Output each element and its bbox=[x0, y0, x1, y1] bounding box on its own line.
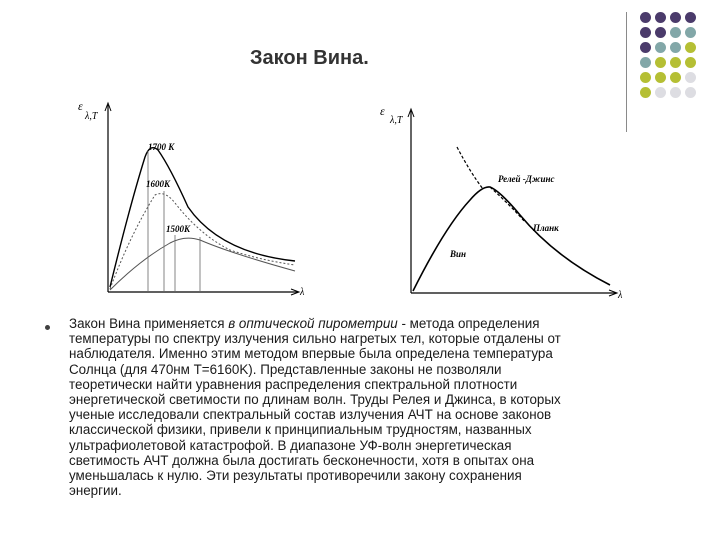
paragraph-text: наблюдателя. Именно этим методом впервые была определена температура bbox=[69, 346, 553, 362]
y-axis-label: ε bbox=[78, 99, 83, 113]
paragraph-text: энергии. bbox=[69, 483, 122, 499]
decorative-dot bbox=[640, 72, 651, 83]
label-wien: Вин bbox=[450, 249, 467, 259]
curve-1500k bbox=[110, 238, 295, 290]
decorative-dot bbox=[685, 27, 696, 38]
paragraph-text: Солнца (для 470нм T=6160K). Представленные законы не позволяли bbox=[69, 361, 502, 377]
decorative-dot bbox=[640, 27, 651, 38]
decorative-dot bbox=[670, 12, 681, 23]
decorative-dot bbox=[685, 57, 696, 68]
decorative-dot bbox=[670, 87, 681, 98]
decorative-dot bbox=[655, 12, 666, 23]
paragraph-text: теоретически найти уравнения распределения спектральной плотности bbox=[69, 376, 518, 392]
paragraph-text: энергетической светимости по длинам волн. Труды Релея и Джинса, в которых bbox=[69, 392, 561, 408]
x-axis-label: λ bbox=[618, 290, 623, 301]
y-axis bbox=[105, 103, 111, 292]
decorative-dot bbox=[685, 87, 696, 98]
paragraph-line bbox=[69, 453, 669, 468]
paragraph-line bbox=[69, 377, 669, 392]
paragraph-text: классической физики, привели к принципиальным трудностям, названных bbox=[69, 422, 532, 438]
curve-1700k bbox=[110, 148, 295, 287]
bullet-marker bbox=[45, 325, 50, 330]
slide-title: Закон Вина. bbox=[250, 47, 369, 69]
y-axis-label: ε bbox=[380, 104, 385, 118]
decorative-dot bbox=[640, 42, 651, 53]
curve-wien-tail bbox=[490, 187, 525, 222]
y-axis-subscript: λ,T bbox=[390, 115, 403, 126]
paragraph-line bbox=[69, 422, 669, 437]
paragraph-text: светимость АЧТ должна была достигать бесконечности, хотя в опытах она bbox=[69, 452, 535, 468]
paragraph-line bbox=[69, 346, 669, 361]
decorative-dot bbox=[655, 42, 666, 53]
paragraph-line bbox=[69, 483, 669, 498]
decorative-dot bbox=[655, 72, 666, 83]
curve-label-1700k: 1700 K bbox=[148, 142, 175, 152]
paragraph-text: ученые исследовали спектральный состав излучения АЧТ на основе законов bbox=[69, 407, 552, 423]
paragraph-text: Закон Вина применяется bbox=[69, 316, 229, 331]
decorative-dot bbox=[655, 57, 666, 68]
paragraph-line bbox=[69, 331, 669, 346]
decorative-dot bbox=[640, 12, 651, 23]
decorative-dot bbox=[670, 57, 681, 68]
x-axis bbox=[108, 289, 299, 295]
x-axis-label: λ bbox=[300, 287, 305, 298]
paragraph-text: температуры по спектру излучения сильно нагретых тел, которые отдалены от bbox=[69, 331, 561, 347]
figure-law-comparison bbox=[370, 97, 630, 307]
x-axis bbox=[411, 290, 617, 296]
decorative-dot bbox=[655, 87, 666, 98]
curve-rayleigh-jeans bbox=[457, 147, 483, 189]
paragraph-text: ультрафиолетовой катастрофой. В диапазоне УФ-волн энергетическая bbox=[69, 437, 512, 453]
curve-label-1500k: 1500K bbox=[166, 224, 191, 234]
decorative-dot bbox=[685, 42, 696, 53]
label-planck: Планк bbox=[533, 223, 559, 233]
decorative-dot bbox=[685, 72, 696, 83]
figure-wien-curves bbox=[70, 95, 310, 305]
paragraph-text: - метода определения bbox=[397, 316, 540, 331]
paragraph-line bbox=[69, 438, 669, 453]
curve-label-1600k: 1600K bbox=[146, 179, 171, 189]
y-axis bbox=[408, 109, 414, 293]
paragraph-line bbox=[69, 362, 669, 377]
decorative-dot bbox=[670, 27, 681, 38]
decorative-dot bbox=[670, 72, 681, 83]
decorative-dot bbox=[640, 57, 651, 68]
paragraph-line bbox=[69, 407, 669, 422]
decorative-dot bbox=[640, 87, 651, 98]
decorative-dot bbox=[670, 42, 681, 53]
paragraph-line bbox=[69, 316, 669, 331]
decorative-dot bbox=[655, 27, 666, 38]
curve-planck bbox=[413, 187, 610, 291]
body-paragraph bbox=[69, 316, 669, 498]
decorative-dot bbox=[685, 12, 696, 23]
paragraph-line bbox=[69, 468, 669, 483]
paragraph-line bbox=[69, 392, 669, 407]
y-axis-subscript: λ,T bbox=[85, 111, 98, 122]
paragraph-text: уменьшалась к нулю. Эти результаты противоречили закону сохранения bbox=[69, 468, 522, 484]
label-rayleigh-jeans: Релей -Джинс bbox=[498, 174, 555, 184]
paragraph-emphasis: в оптической пирометрии bbox=[228, 316, 398, 331]
